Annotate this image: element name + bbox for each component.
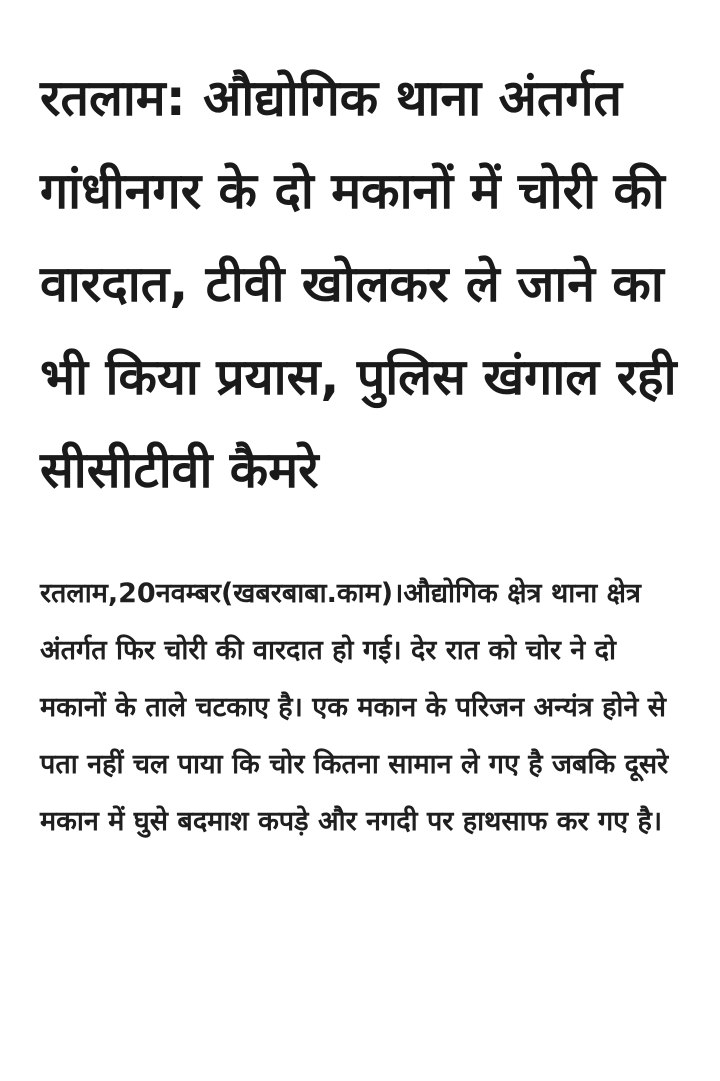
news-article xyxy=(40,52,680,850)
article-body: रतलाम,20नवम्बर(खबरबाबा.काम)।औद्योगिक क्षेत्र थाना क्षेत्र अंतर्गत फिर चोरी की वारदात हो गई। देर रात को चोर ने दो मकानों के ताले चटकाए है। एक मकान के परिजन अन्यंत्र होने से पता नहीं चल पाया कि चोर कितना सामान ले गए है जबकि दूसरे मकान में घुसे बदमाश कपड़े और नगदी पर हाथसाफ कर गए है। xyxy=(40,578,669,837)
article-headline: रतलाम: औद्योगिक थाना अंतर्गत गांधीनगर के दो मकानों में चोरी की वारदात, टीवी खोलकर ले जाने का भी किया प्रयास, पुलिस खंगाल रही सीसीटीवी कैमरे xyxy=(40,69,677,499)
